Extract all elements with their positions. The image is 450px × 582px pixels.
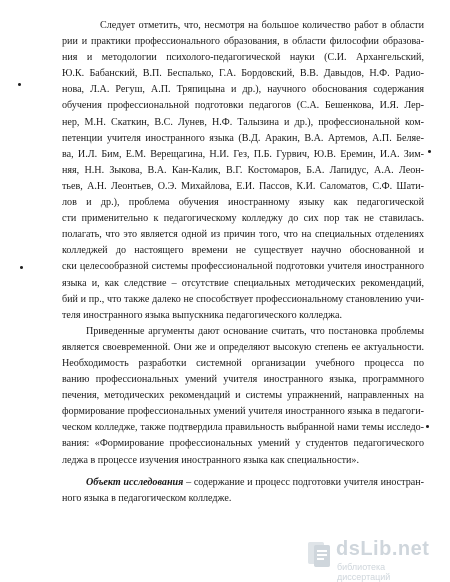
text-line: ного языка в педагогическом колледже. (62, 492, 232, 504)
margin-mark (426, 425, 429, 428)
text-line: колледжей до настоящего времени не существует научно обоснованной и (62, 245, 424, 257)
text-line: полагать, что это является одной из причин того, что на специальных отделениях (62, 229, 424, 241)
text-line: нер, М.Н. Скаткин, В.С. Лунев, Н.Ф. Талызина и др.), профессиональной ком- (62, 116, 424, 128)
text-line: ческом колледже, также подтвердила правильность выбранной нами темы исследо- (62, 422, 424, 434)
text-line: ски целесообразной системы профессиональной подготовки учителя иностранного (62, 261, 424, 273)
text-line: тьев, А.Н. Леонтьев, О.Э. Михайлова, Е.И. Пассов, К.И. Саломатов, С.Ф. Шати- (62, 180, 424, 192)
margin-mark (20, 266, 23, 269)
object-text: – содержание и процесс подготовки учителя иностран- (183, 476, 424, 488)
text-line: печения, методических рекомендаций и системы упражнений, направленных на (62, 390, 424, 402)
text-line: языка и, как следствие – отсутствие специальных методических рекомендаций, (62, 277, 424, 289)
text-line: рии и практики профессионального образования, в области философии образова- (62, 36, 424, 48)
text-line: формирование профессиональных умений учителя иностранного языка в педагоги- (62, 406, 424, 418)
text-line: сти применительно к педагогическому колледжу до сих пор так не ставилась. (62, 213, 424, 225)
text-line: теля иностранного языка выпускника педагогического колледжа. (62, 309, 343, 321)
dslib-watermark (306, 536, 436, 582)
text-line: Следует отметить, что, несмотря на большое количество работ в области (100, 20, 424, 31)
dslib-logo-icon (306, 540, 332, 568)
text-line: ванию профессиональных умений учителя иностранного языка, программного (62, 374, 424, 386)
watermark-tagline: библиотека диссертаций (337, 562, 391, 582)
text-line: лов и др.), проблема обучения иностранному языку как педагогической (62, 197, 424, 209)
text-line: ния и методологии психолого-педагогической науки (С.И. Архангельский, (62, 52, 424, 64)
document-body (62, 18, 424, 507)
text-line: ва, И.Л. Бим, Е.М. Верещагина, Н.И. Гез, П.Б. Гурвич, Ю.В. Еремин, И.А. Зим- (62, 148, 424, 160)
watermark-site: dsLib.net (336, 538, 430, 560)
object-line (62, 475, 424, 491)
text-line: леджа в процессе изучения иностранного языка как специальности». (62, 454, 359, 466)
text-line: является своевременной. Они же и определяют высокую степень ее актуальности. (62, 341, 424, 353)
text-line: вания: «Формирование профессиональных умений у студентов педагогического (62, 438, 424, 450)
margin-mark (18, 83, 21, 86)
text-line: Необходимость разработки системной организации учебного процесса по (62, 357, 424, 369)
margin-mark (428, 150, 431, 153)
object-label: Объект исследования (86, 476, 184, 488)
text-line: бий и пр., что также далеко не способствует профессиональному становлению учи- (62, 293, 424, 305)
text-line: няя, Н.Н. Зыкова, В.А. Кан-Калик, В.Г. Костомаров, Б.А. Лапидус, А.А. Леон- (62, 164, 424, 176)
text-line: петенции учителя иностранного языка (В.Д. Аракин, В.А. Артемов, А.П. Беляе- (62, 132, 424, 144)
text-line: Ю.К. Бабанский, В.П. Беспалько, Г.А. Бордовский, В.В. Давыдов, Н.Ф. Радио- (62, 68, 424, 80)
text-line: Приведенные аргументы дают основание считать, что постановка проблемы (86, 325, 424, 337)
text-line: нова, Л.А. Регуш, А.П. Тряпицына и др.), научного обоснования содержания (62, 84, 424, 96)
text-line: обучения профессиональной подготовки педагогов (С.А. Бешенкова, И.Я. Лер- (62, 100, 424, 112)
